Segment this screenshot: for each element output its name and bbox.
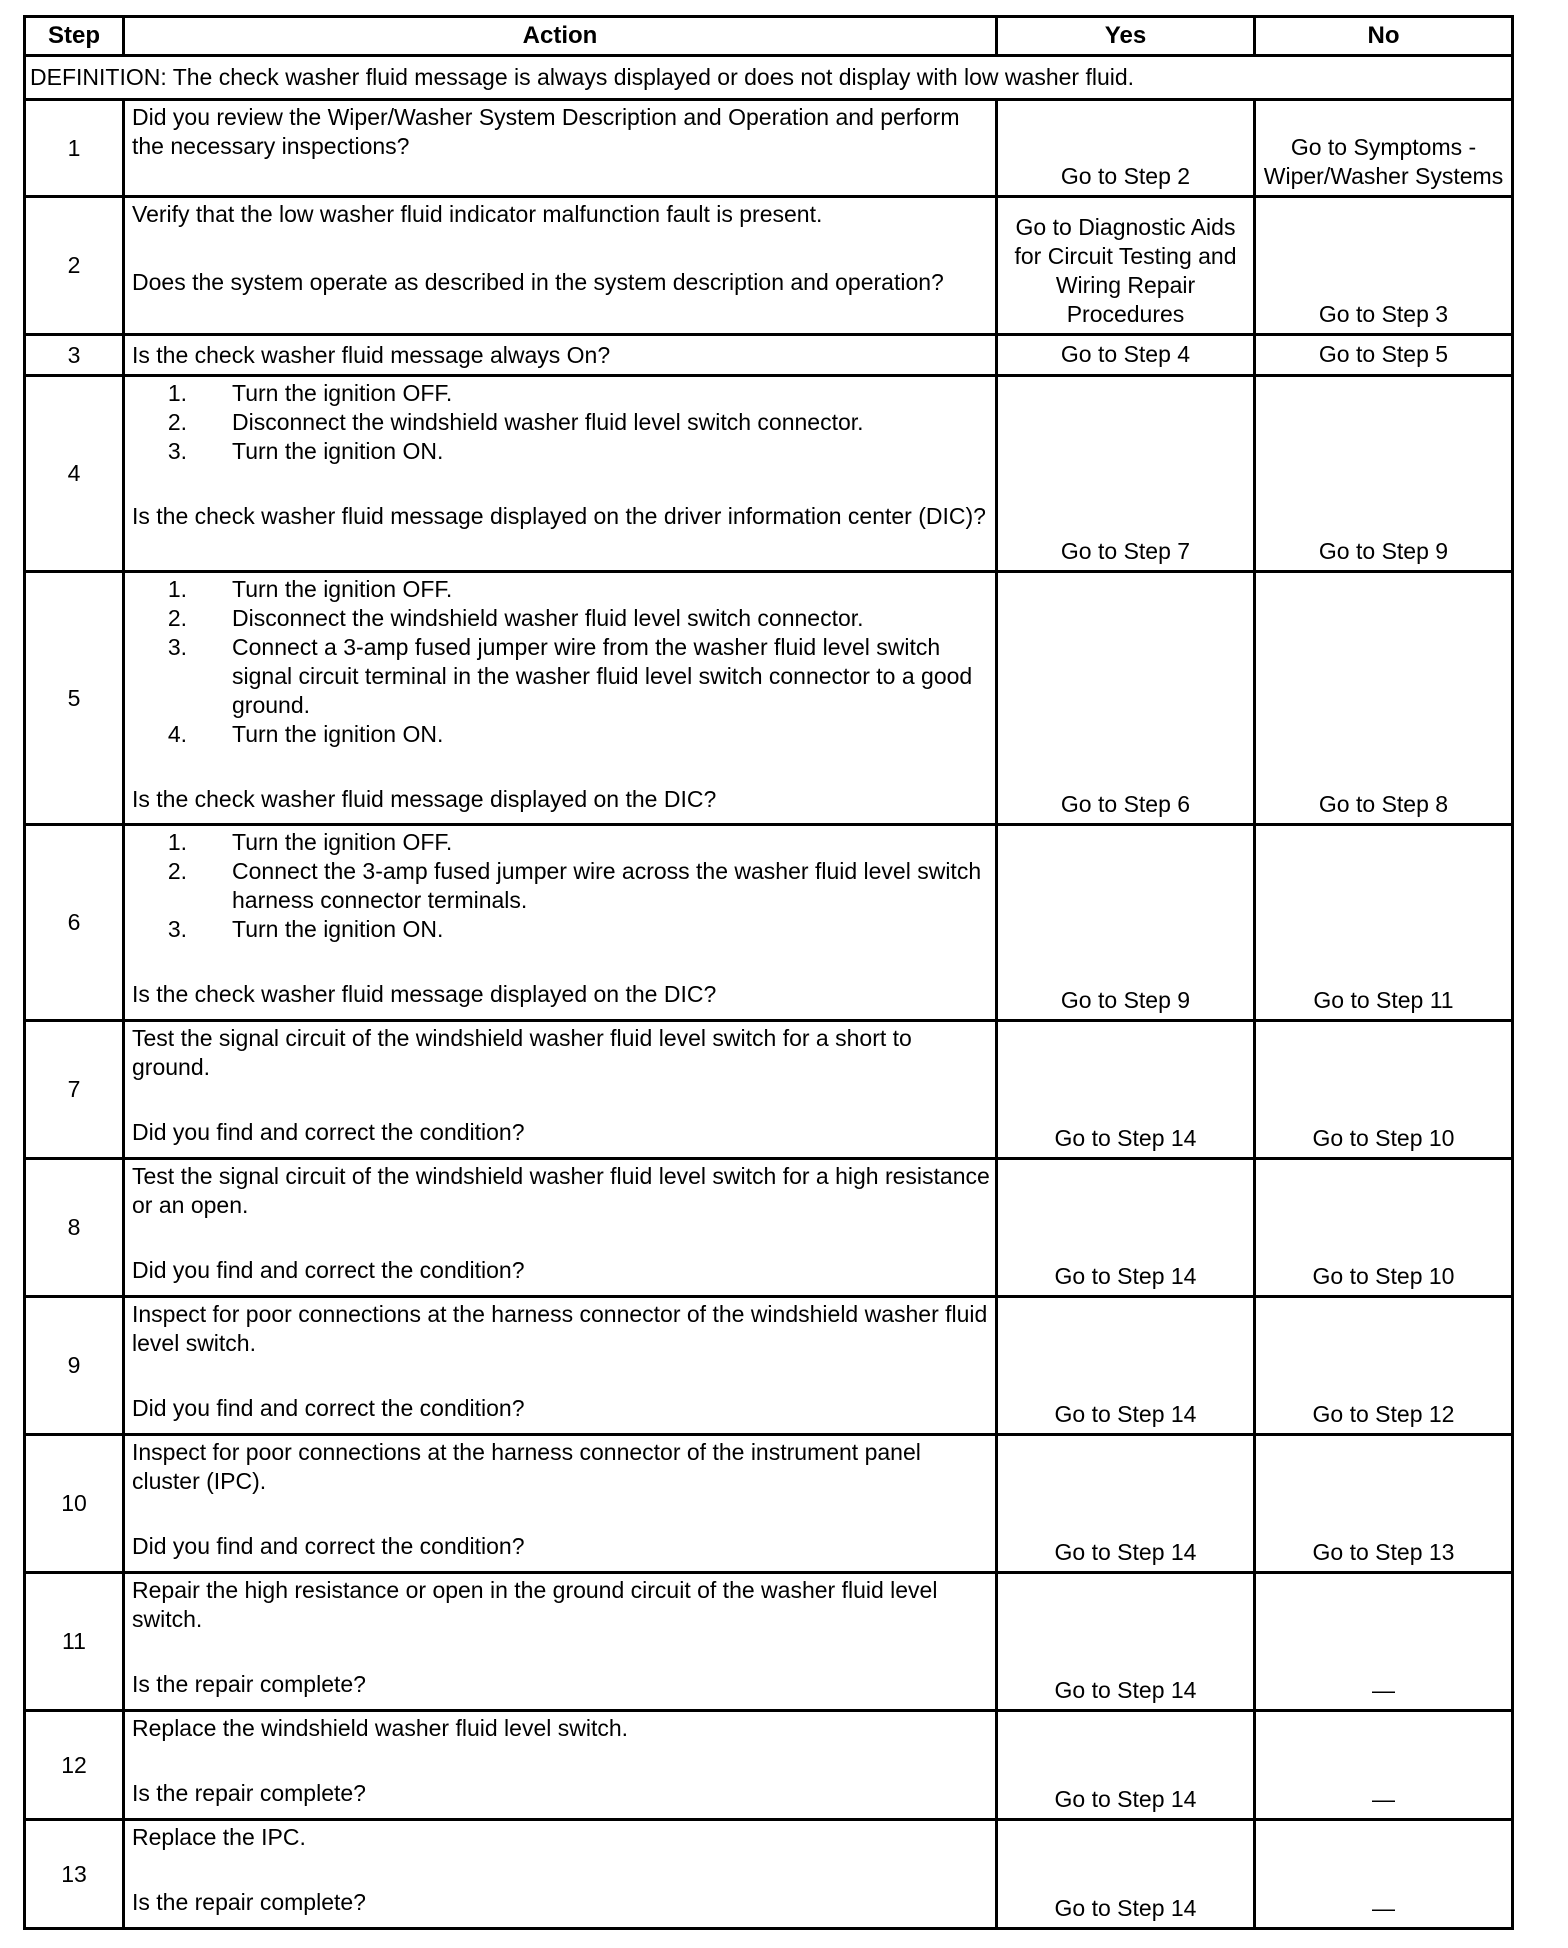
yes-cell: Go to Step 6	[997, 572, 1255, 825]
action-cell	[124, 335, 997, 376]
table-row	[25, 100, 1513, 197]
action-question: Did you find and correct the condition?	[132, 1119, 525, 1145]
no-cell: Go to Step 13	[1255, 1435, 1513, 1573]
step-number: 6	[25, 825, 124, 1021]
action-cell	[124, 825, 997, 1021]
step-number: 12	[25, 1711, 124, 1820]
no-cell: Go to Step 3	[1255, 197, 1513, 335]
no-cell: Go to Step 5	[1255, 335, 1513, 376]
step-number: 9	[25, 1297, 124, 1435]
no-cell: Go to Symptoms - Wiper/Washer Systems	[1255, 100, 1513, 197]
table-row	[25, 376, 1513, 572]
action-text: Test the signal circuit of the windshield washer fluid level switch for a short to ground.	[132, 1025, 912, 1080]
yes-cell: Go to Step 14	[997, 1573, 1255, 1711]
step-number: 8	[25, 1159, 124, 1297]
action-cell	[124, 1297, 997, 1435]
action-cell	[124, 197, 997, 335]
yes-cell: Go to Step 14	[997, 1021, 1255, 1159]
step-number: 13	[25, 1820, 124, 1929]
step-number: 11	[25, 1573, 124, 1711]
table-row	[25, 1711, 1513, 1820]
table-row	[25, 572, 1513, 825]
action-question: Did you find and correct the condition?	[132, 1533, 525, 1559]
table-row	[25, 1021, 1513, 1159]
action-question: Is the check washer fluid message displayed on the DIC?	[132, 981, 717, 1007]
header-no: No	[1255, 17, 1513, 56]
table-row	[25, 1435, 1513, 1573]
yes-cell: Go to Diagnostic Aids for Circuit Testing and Wiring Repair Procedures	[997, 197, 1255, 335]
action-cell	[124, 572, 997, 825]
action-question: Does the system operate as described in the system description and operation?	[132, 269, 944, 295]
action-question: Is the repair complete?	[132, 1780, 366, 1806]
no-cell: Go to Step 10	[1255, 1021, 1513, 1159]
no-cell: Go to Step 8	[1255, 572, 1513, 825]
action-text: Verify that the low washer fluid indicator malfunction fault is present.	[132, 201, 823, 227]
step-number: 5	[25, 572, 124, 825]
list-item: 4. Turn the ignition ON.	[167, 721, 444, 747]
step-number: 1	[25, 100, 124, 197]
header-row	[25, 17, 1513, 56]
list-item: 2. Connect the 3-amp fused jumper wire across the washer fluid level switch harness connector terminals.	[167, 858, 982, 913]
yes-cell: Go to Step 14	[997, 1297, 1255, 1435]
action-cell	[124, 376, 997, 572]
table-row	[25, 1573, 1513, 1711]
header-yes: Yes	[997, 17, 1255, 56]
table-row	[25, 1297, 1513, 1435]
action-text: Test the signal circuit of the windshield washer fluid level switch for a high resistance or an open.	[132, 1163, 990, 1218]
action-list	[132, 828, 991, 944]
header-step: Step	[25, 17, 124, 56]
action-text: Inspect for poor connections at the harness connector of the windshield washer fluid level switch.	[132, 1301, 988, 1356]
no-cell: Go to Step 12	[1255, 1297, 1513, 1435]
step-number: 10	[25, 1435, 124, 1573]
definition-row	[25, 56, 1513, 100]
table-row	[25, 1159, 1513, 1297]
yes-cell: Go to Step 7	[997, 376, 1255, 572]
list-item: 1. Turn the ignition OFF.	[167, 576, 453, 602]
definition-text: DEFINITION: The check washer fluid message is always displayed or does not display with low washer fluid.	[25, 56, 1513, 100]
action-list	[132, 379, 991, 466]
table-row	[25, 1820, 1513, 1929]
table-row	[25, 197, 1513, 335]
no-cell: Go to Step 9	[1255, 376, 1513, 572]
no-cell: —	[1255, 1573, 1513, 1711]
header-action: Action	[124, 17, 997, 56]
list-item: 3. Turn the ignition ON.	[167, 916, 444, 942]
yes-cell: Go to Step 14	[997, 1435, 1255, 1573]
table-row	[25, 825, 1513, 1021]
yes-cell: Go to Step 14	[997, 1159, 1255, 1297]
action-question: Is the check washer fluid message displayed on the DIC?	[132, 786, 717, 812]
action-cell	[124, 1021, 997, 1159]
action-cell	[124, 1573, 997, 1711]
action-text: Replace the IPC.	[132, 1824, 306, 1850]
step-number: 7	[25, 1021, 124, 1159]
list-item: 3. Turn the ignition ON.	[167, 438, 444, 464]
step-number: 3	[25, 335, 124, 376]
action-question: Is the repair complete?	[132, 1889, 366, 1915]
no-cell: —	[1255, 1711, 1513, 1820]
action-cell	[124, 100, 997, 197]
step-number: 4	[25, 376, 124, 572]
action-text: Repair the high resistance or open in the ground circuit of the washer fluid level switch.	[132, 1577, 938, 1632]
yes-cell: Go to Step 9	[997, 825, 1255, 1021]
yes-cell: Go to Step 14	[997, 1711, 1255, 1820]
action-text: Inspect for poor connections at the harness connector of the instrument panel cluster (IPC).	[132, 1439, 921, 1494]
action-question: Did you find and correct the condition?	[132, 1395, 525, 1421]
action-question: Is the check washer fluid message displayed on the driver information center (DIC)?	[132, 503, 986, 529]
action-cell	[124, 1159, 997, 1297]
no-cell: Go to Step 10	[1255, 1159, 1513, 1297]
list-item: 2. Disconnect the windshield washer fluid level switch connector.	[167, 605, 864, 631]
step-number: 2	[25, 197, 124, 335]
list-item: 3. Connect a 3-amp fused jumper wire from the washer fluid level switch signal circuit terminal in the washer fluid level switch connector to a good ground.	[167, 634, 973, 718]
yes-cell: Go to Step 2	[997, 100, 1255, 197]
yes-cell: Go to Step 4	[997, 335, 1255, 376]
action-cell	[124, 1435, 997, 1573]
no-cell: —	[1255, 1820, 1513, 1929]
action-text: Did you review the Wiper/Washer System Description and Operation and perform the necessary inspections?	[132, 104, 960, 159]
list-item: 2. Disconnect the windshield washer fluid level switch connector.	[167, 409, 864, 435]
action-cell	[124, 1820, 997, 1929]
action-question: Is the check washer fluid message always On?	[132, 341, 611, 368]
action-list	[132, 575, 991, 749]
action-question: Is the repair complete?	[132, 1671, 366, 1697]
action-text: Replace the windshield washer fluid level switch.	[132, 1715, 629, 1741]
action-cell	[124, 1711, 997, 1820]
table-row	[25, 335, 1513, 376]
diagnostic-table	[23, 15, 1514, 1930]
yes-cell: Go to Step 14	[997, 1820, 1255, 1929]
no-cell: Go to Step 11	[1255, 825, 1513, 1021]
list-item: 1. Turn the ignition OFF.	[167, 829, 453, 855]
list-item: 1. Turn the ignition OFF.	[167, 380, 453, 406]
action-question: Did you find and correct the condition?	[132, 1257, 525, 1283]
